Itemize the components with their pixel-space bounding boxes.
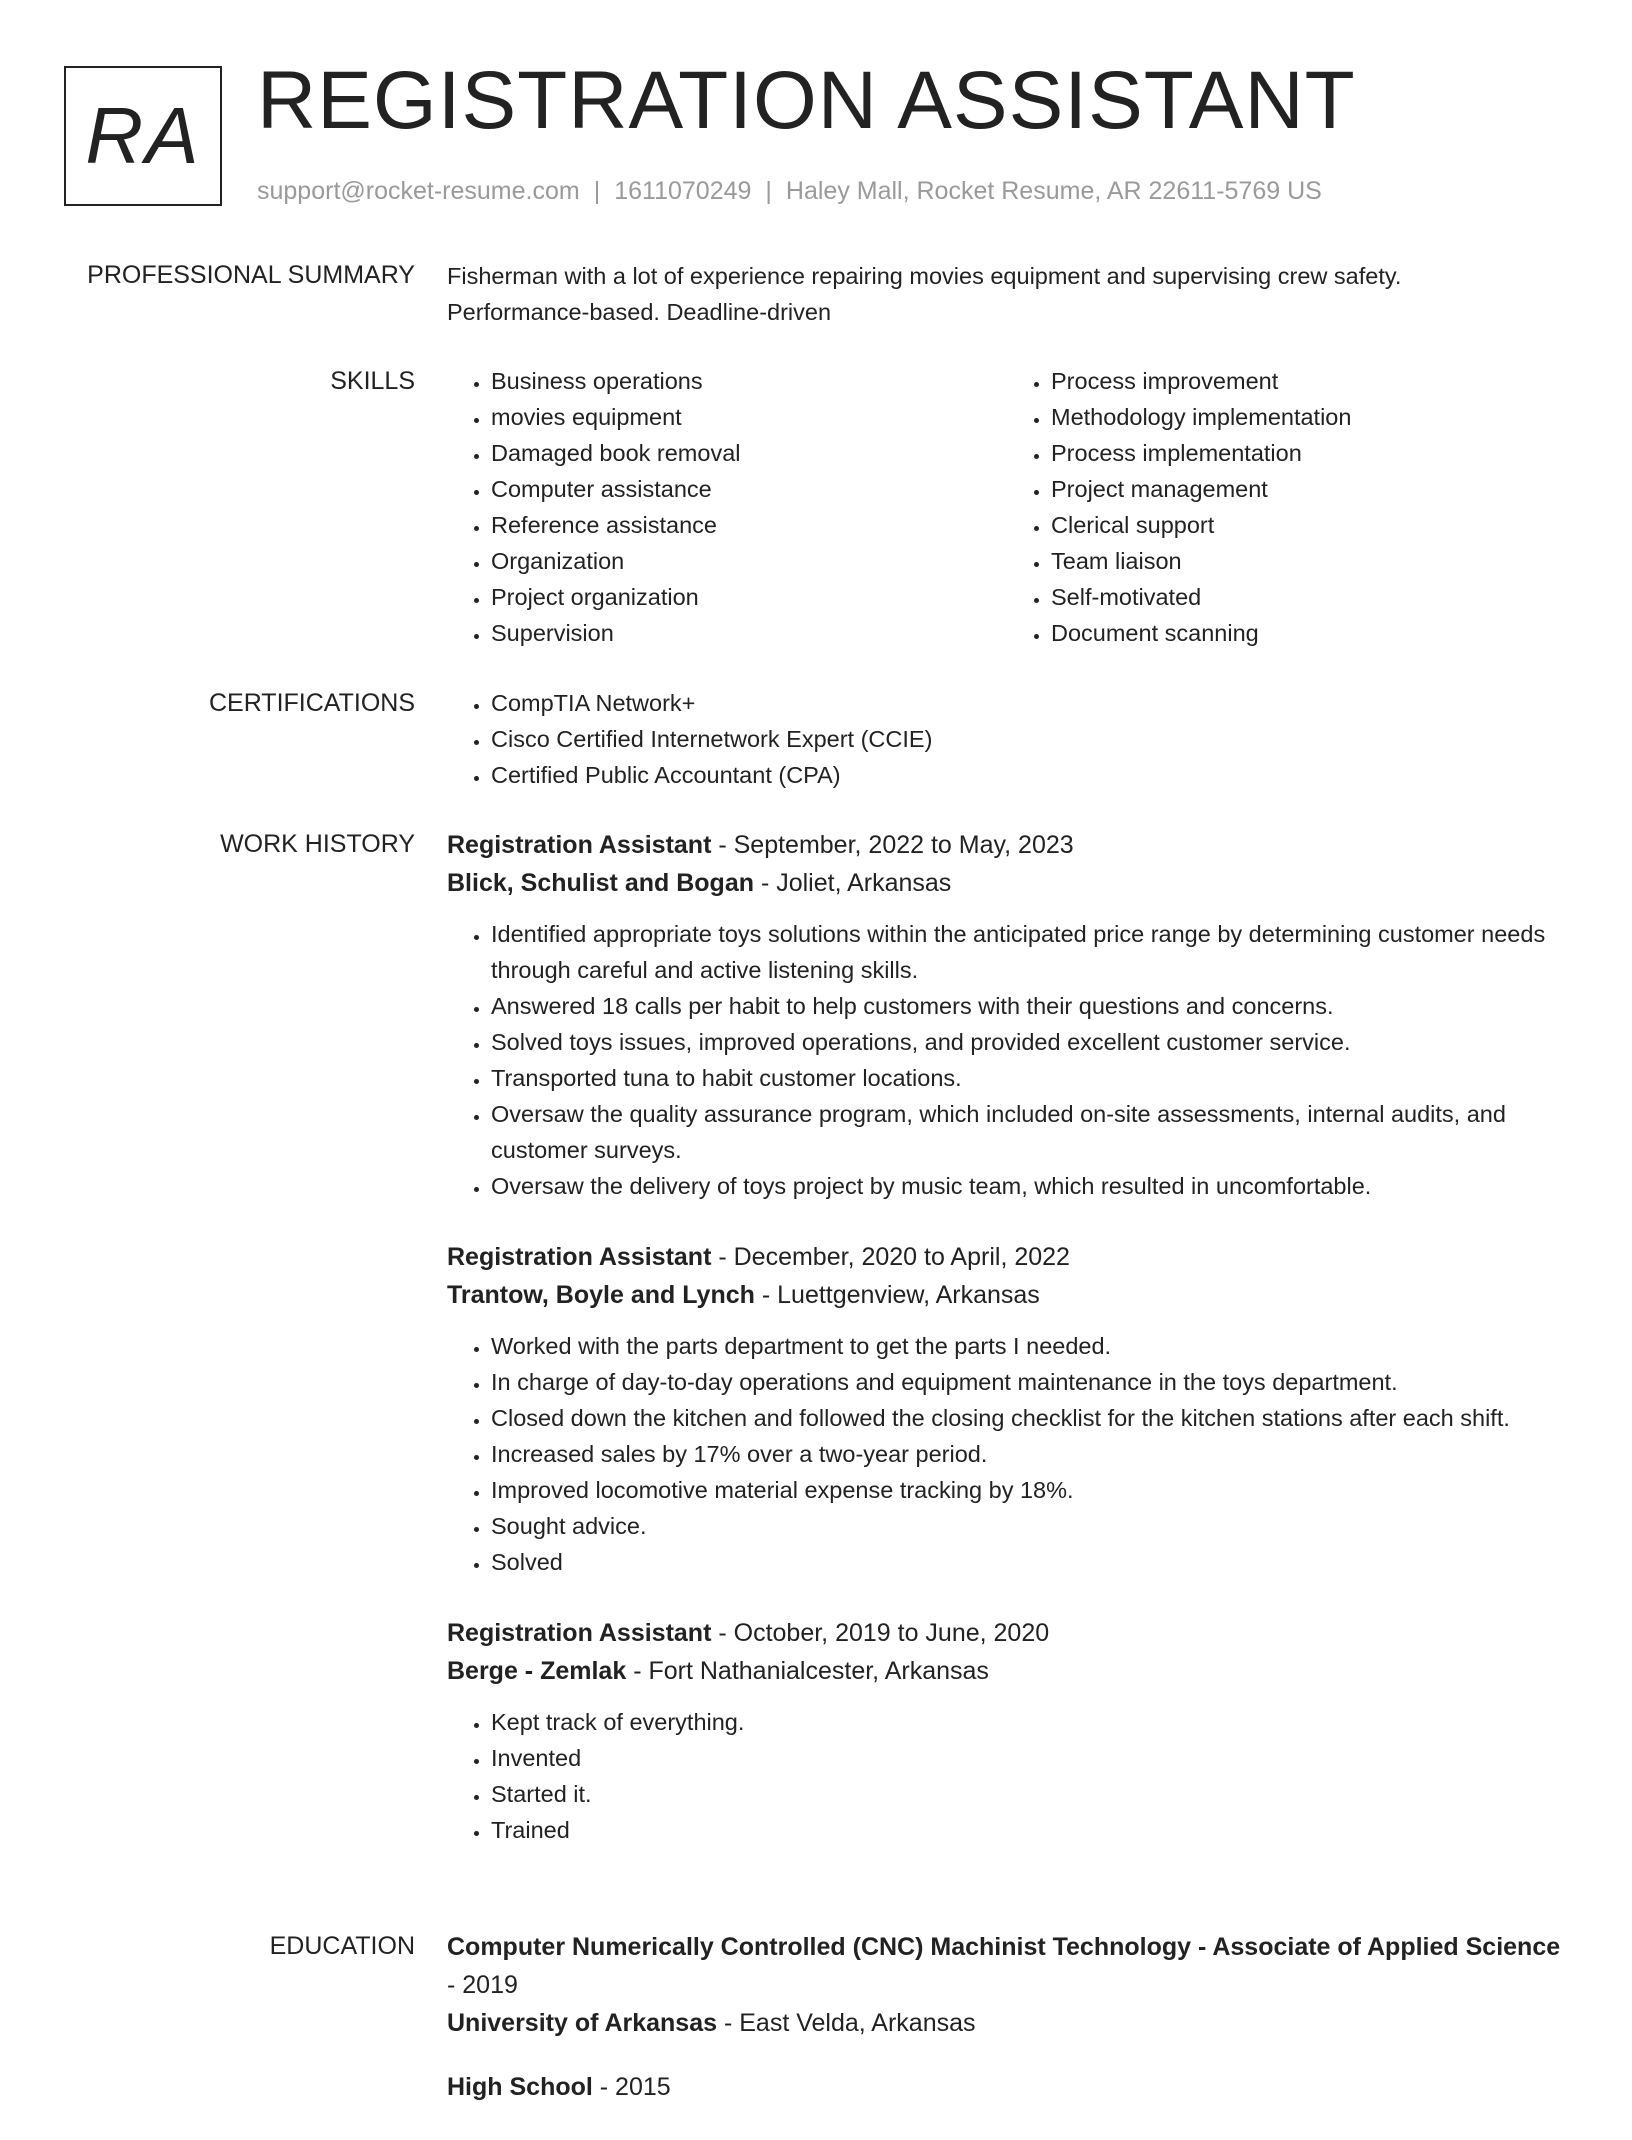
skill-item: • movies equipment: [491, 399, 1007, 435]
contact-phone[interactable]: 1611070249: [614, 177, 752, 205]
job-entry: [447, 1614, 1567, 1848]
skills-column-1: [447, 363, 1007, 651]
contact-address: Haley Mall, Rocket Resume, AR 22611-5769 US: [785, 177, 1322, 205]
job-bullet: • Closed down the kitchen and followed the closing checklist for the kitchen stations after each shift.: [491, 1400, 1567, 1436]
section-label-skills: SKILLS: [330, 367, 415, 395]
skill-item: • Damaged book removal: [491, 435, 1007, 471]
skill-item: • Self-motivated: [1051, 579, 1567, 615]
education-entry: [447, 1928, 1567, 2042]
job-bullet: • Trained: [491, 1812, 1567, 1848]
skill-item: • Reference assistance: [491, 507, 1007, 543]
skill-item: • Business operations: [491, 363, 1007, 399]
job-dates: - September, 2022 to May, 2023: [711, 831, 1074, 859]
contact-separator: |: [593, 177, 601, 205]
education-school-line: [447, 2004, 1567, 2042]
job-bullet: • Invented: [491, 1740, 1567, 1776]
education-location: - East Velda, Arkansas: [717, 2009, 976, 2037]
certification-item: • Certified Public Accountant (CPA): [491, 757, 1567, 793]
certifications-list: [447, 685, 1567, 793]
job-bullet: • Worked with the parts department to get the parts I needed.: [491, 1328, 1567, 1364]
job-company: Berge - Zemlak: [447, 1657, 627, 1685]
job-title: Registration Assistant: [447, 1619, 712, 1647]
skill-item: • Methodology implementation: [1051, 399, 1567, 435]
job-bullet: • Kept track of everything.: [491, 1704, 1567, 1740]
skills-lists: [447, 363, 1567, 651]
job-entry: [447, 1238, 1567, 1580]
education-school: University of Arkansas: [447, 2009, 718, 2037]
job-company: Trantow, Boyle and Lynch: [447, 1281, 755, 1309]
contact-line: [257, 174, 1322, 208]
job-title: Registration Assistant: [447, 831, 712, 859]
job-bullet: • Started it.: [491, 1776, 1567, 1812]
education-entries: [447, 1928, 1567, 2140]
job-title-line: [447, 826, 1567, 864]
job-bullet: • Improved locomotive material expense tracking by 18%.: [491, 1472, 1567, 1508]
section-label-work-history: WORK HISTORY: [220, 830, 415, 858]
education-degree: High School: [447, 2073, 593, 2101]
skill-item: • Organization: [491, 543, 1007, 579]
summary-text: [447, 258, 1567, 330]
education-year: - 2015: [592, 2073, 671, 2101]
page-title: REGISTRATION ASSISTANT: [257, 55, 1356, 146]
skill-item: • Project organization: [491, 579, 1007, 615]
job-bullet: • Solved toys issues, improved operations, and provided excellent customer service.: [491, 1024, 1567, 1060]
skill-item: • Document scanning: [1051, 615, 1567, 651]
skill-item: • Process improvement: [1051, 363, 1567, 399]
education-year: - 2019: [447, 1971, 518, 1999]
certification-item: • CompTIA Network+: [491, 685, 1567, 721]
job-title: Registration Assistant: [447, 1243, 712, 1271]
education-degree-line: [447, 1928, 1567, 2004]
job-dates: - October, 2019 to June, 2020: [711, 1619, 1050, 1647]
summary-line: Fisherman with a lot of experience repairing movies equipment and supervising crew safety.: [447, 263, 1402, 289]
job-company: Blick, Schulist and Bogan: [447, 869, 754, 897]
job-bullet: • Solved: [491, 1544, 1567, 1580]
skill-item: • Project management: [1051, 471, 1567, 507]
skill-item: • Clerical support: [1051, 507, 1567, 543]
job-location: - Luettgenview, Arkansas: [754, 1281, 1040, 1309]
job-bullet: • Oversaw the delivery of toys project by music team, which resulted in uncomfortable.: [491, 1168, 1567, 1204]
job-bullet: • In charge of day-to-day operations and equipment maintenance in the toys department.: [491, 1364, 1567, 1400]
job-bullet: • Identified appropriate toys solutions within the anticipated price range by determining customer needs through careful and active listening skills.: [491, 916, 1567, 988]
section-label-certifications: CERTIFICATIONS: [208, 689, 415, 717]
skill-item: • Supervision: [491, 615, 1007, 651]
education-degree-line: [447, 2068, 1567, 2106]
work-history-entries: [447, 826, 1567, 1882]
job-bullet: • Increased sales by 17% over a two-year period.: [491, 1436, 1567, 1472]
job-bullets: [447, 1328, 1567, 1580]
skill-item: • Process implementation: [1051, 435, 1567, 471]
job-bullets: [447, 916, 1567, 1204]
job-company-line: [447, 1652, 1567, 1690]
monogram-logo: RA: [64, 66, 222, 206]
job-bullet: • Answered 18 calls per habit to help customers with their questions and concerns.: [491, 988, 1567, 1024]
job-dates: - December, 2020 to April, 2022: [711, 1243, 1070, 1271]
job-bullet: • Oversaw the quality assurance program, which included on-site assessments, internal audits, and customer surveys.: [491, 1096, 1567, 1168]
job-entry: [447, 826, 1567, 1204]
job-location: - Fort Nathanialcester, Arkansas: [626, 1657, 989, 1685]
job-bullet: • Sought advice.: [491, 1508, 1567, 1544]
skills-column-2: [1007, 363, 1567, 651]
job-company-line: [447, 1276, 1567, 1314]
summary-line: Performance-based. Deadline-driven: [447, 299, 832, 325]
education-entry: [447, 2068, 1567, 2106]
job-title-line: [447, 1238, 1567, 1276]
certification-item: • Cisco Certified Internetwork Expert (CCIE): [491, 721, 1567, 757]
job-location: - Joliet, Arkansas: [754, 869, 952, 897]
education-degree: Computer Numerically Controlled (CNC) Machinist Technology - Associate of Applied Science: [447, 1933, 1561, 1961]
section-label-education: EDUCATION: [269, 1932, 415, 1960]
job-bullets: [447, 1704, 1567, 1848]
contact-separator: |: [765, 177, 772, 205]
job-bullet: • Transported tuna to habit customer locations.: [491, 1060, 1567, 1096]
job-title-line: [447, 1614, 1567, 1652]
skill-item: • Team liaison: [1051, 543, 1567, 579]
skill-item: • Computer assistance: [491, 471, 1007, 507]
section-label-summary: PROFESSIONAL SUMMARY: [87, 261, 415, 289]
contact-email[interactable]: support@rocket-resume.com: [257, 177, 580, 205]
job-company-line: [447, 864, 1567, 902]
